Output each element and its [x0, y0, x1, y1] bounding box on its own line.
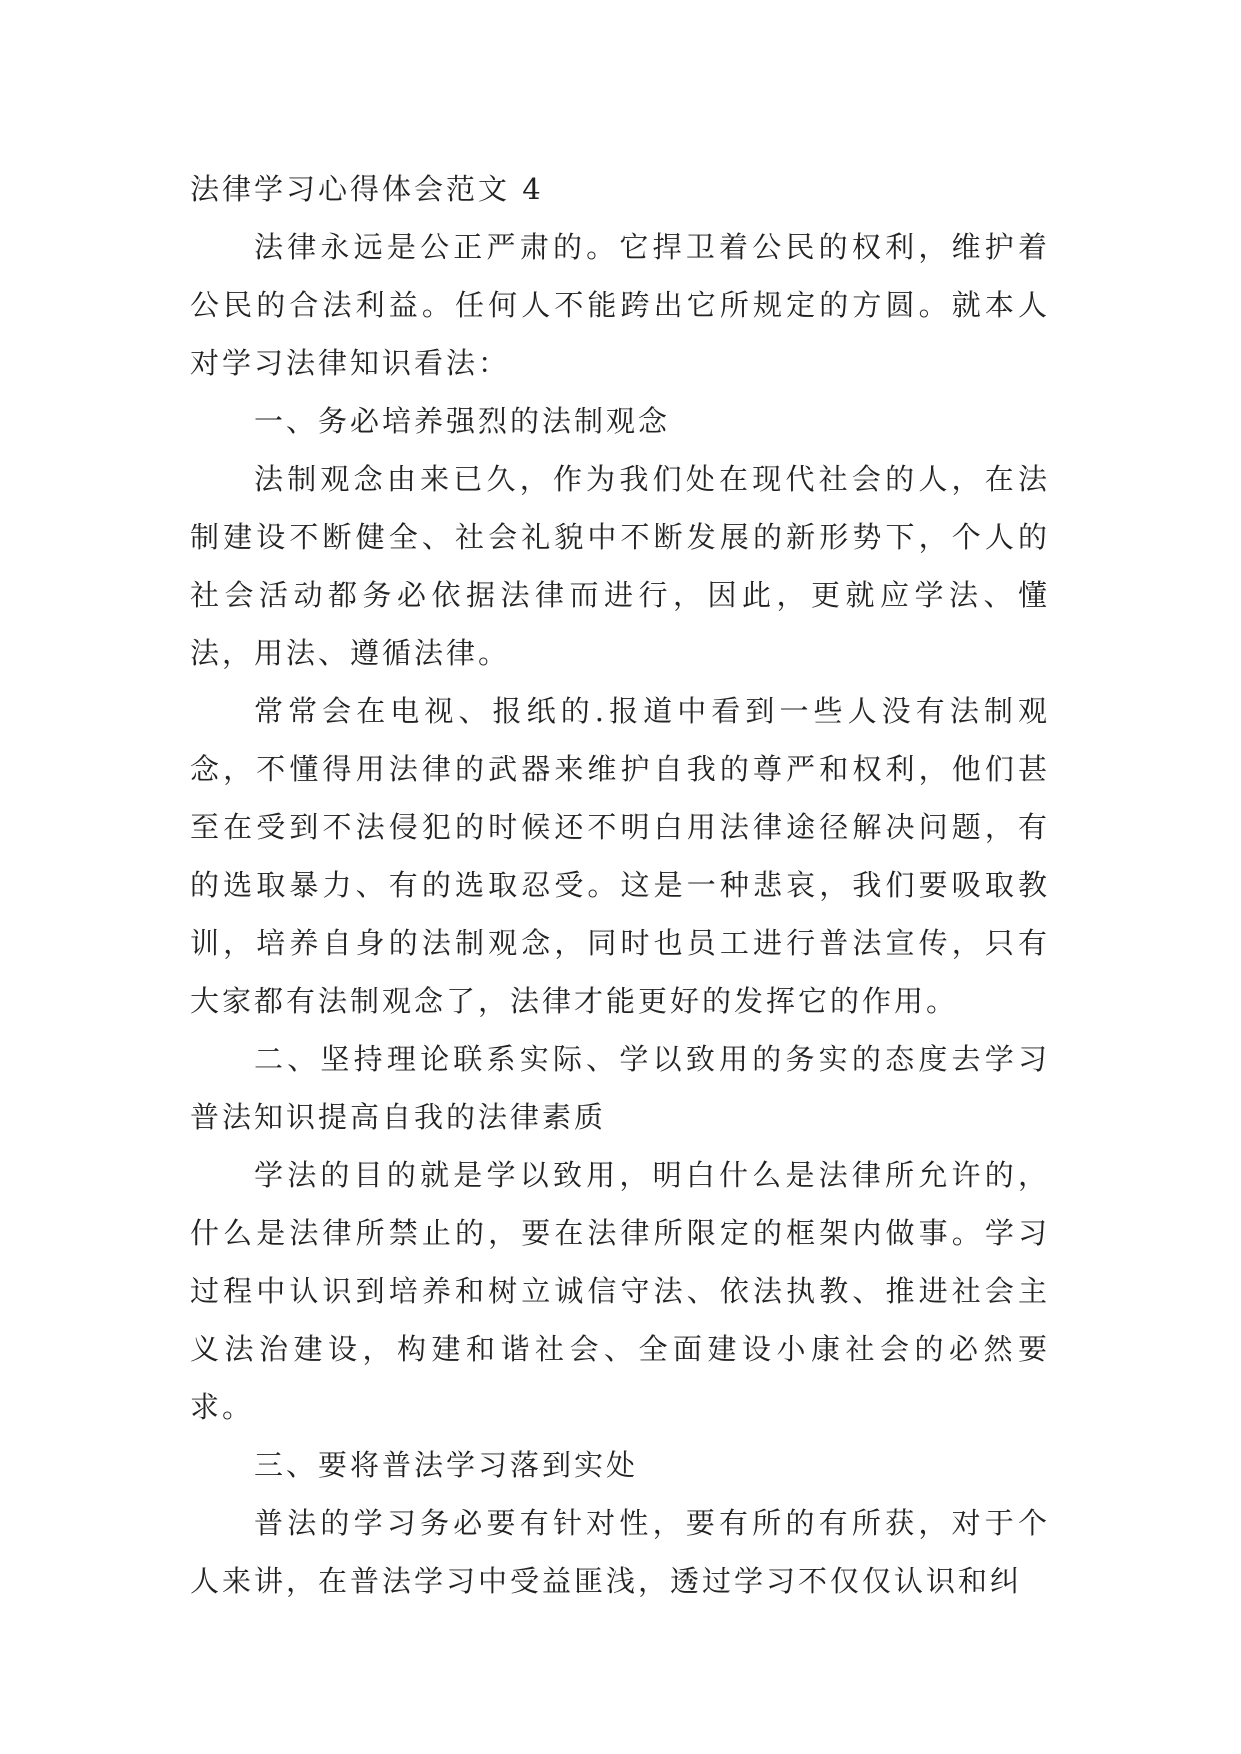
section-heading-2: 二、坚持理论联系实际、学以致用的务实的态度去学习普法知识提高自我的法律素质 — [190, 1042, 1050, 1134]
paragraph: 普法的学习务必要有针对性，要有所的有所获，对于个人来讲，在普法学习中受益匪浅，透过学习不仅仅认识和纠 — [190, 1506, 1050, 1598]
document-title: 法律学习心得体会范文 4 — [190, 172, 544, 206]
document-body — [190, 160, 1050, 1610]
paragraph: 常常会在电视、报纸的.报道中看到一些人没有法制观念，不懂得用法律的武器来维护自我的尊严和权利，他们甚至在受到不法侵犯的时候还不明白用法律途径解决问题，有的选取暴力、有的选取忍受。这是一种悲哀，我们要吸取教训，培养自身的法制观念，同时也员工进行普法宣传，只有大家都有法制观念了，法律才能更好的发挥它的作用。 — [190, 694, 1050, 1018]
paragraph-intro: 法律永远是公正严肃的。它捍卫着公民的权利，维护着公民的合法利益。任何人不能跨出它所规定的方圆。就本人对学习法律知识看法： — [190, 230, 1050, 380]
paragraph: 学法的目的就是学以致用，明白什么是法律所允许的，什么是法律所禁止的，要在法律所限定的框架内做事。学习过程中认识到培养和树立诚信守法、依法执教、推进社会主义法治建设，构建和谐社会、全面建设小康社会的必然要求。 — [190, 1158, 1050, 1424]
paragraph: 法制观念由来已久，作为我们处在现代社会的人，在法制建设不断健全、社会礼貌中不断发展的新形势下，个人的社会活动都务必依据法律而进行，因此，更就应学法、懂法，用法、遵循法律。 — [190, 462, 1050, 670]
section-heading-3: 三、要将普法学习落到实处 — [254, 1448, 639, 1482]
section-heading-1: 一、务必培养强烈的法制观念 — [254, 404, 671, 438]
